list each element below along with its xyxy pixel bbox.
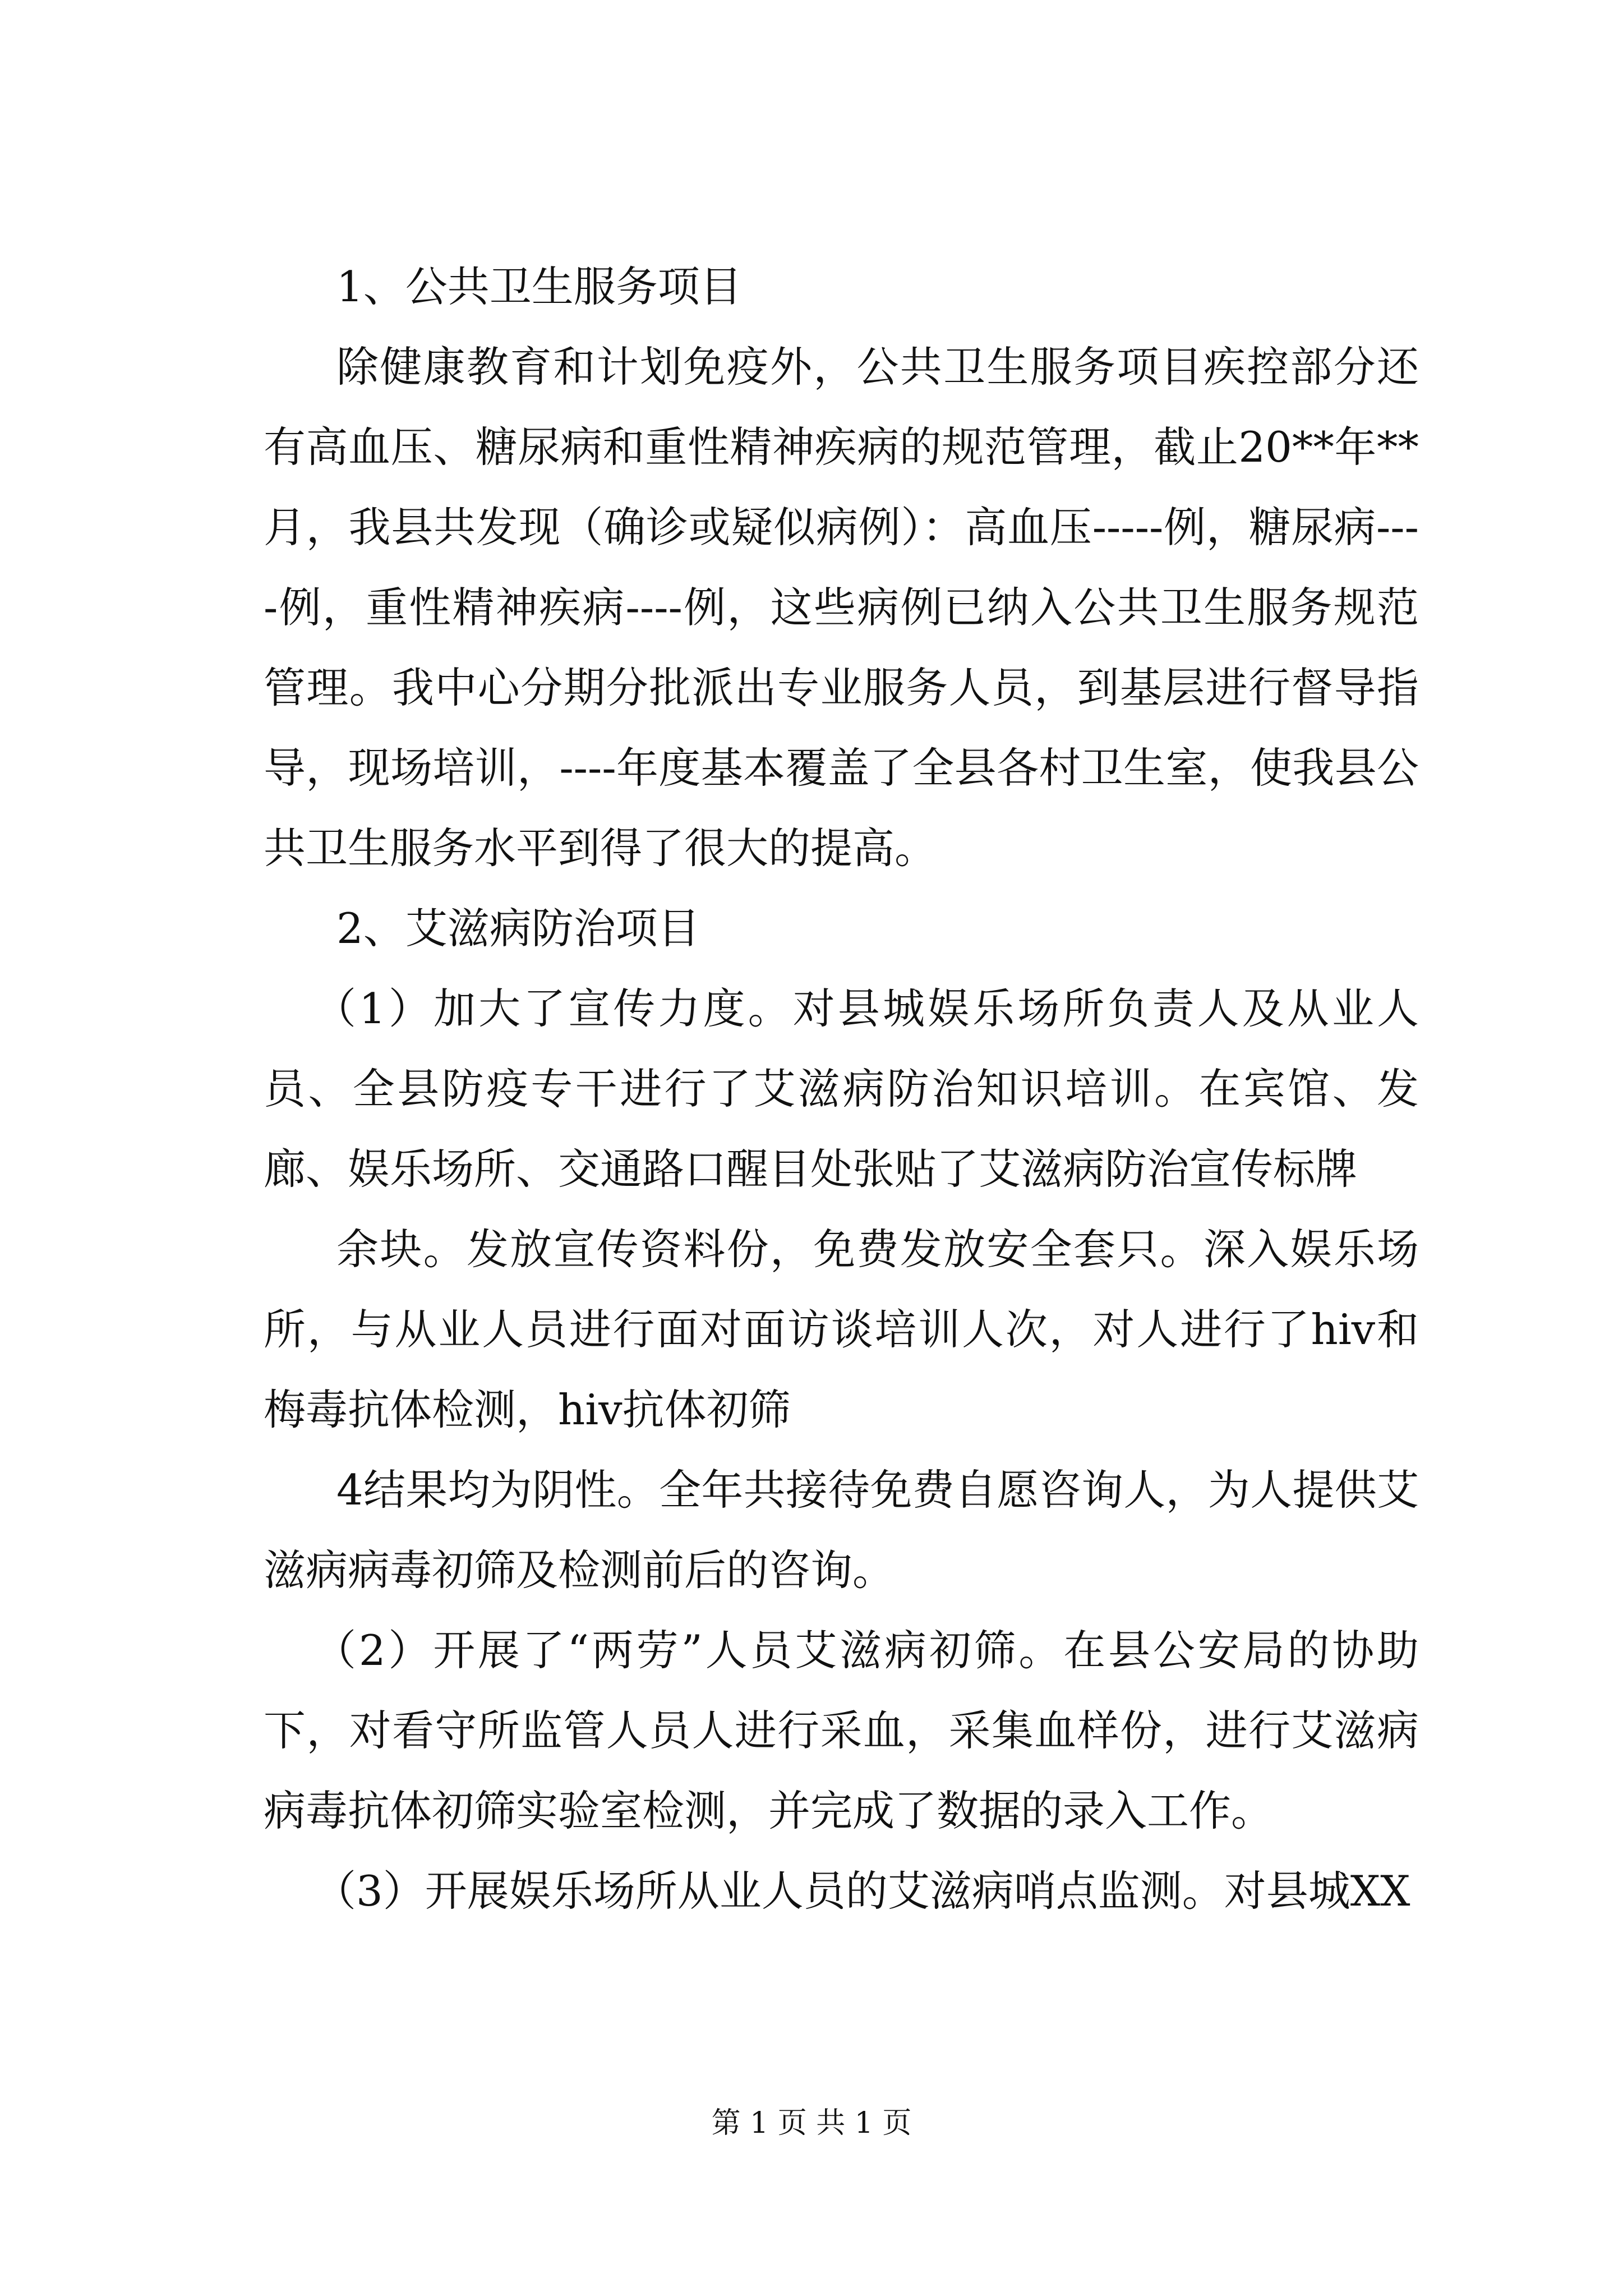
paragraph-results-consultation: 4结果均为阴性。全年共接待免费自愿咨询人，为人提供艾滋病病毒初筛及检测前后的咨询。: [264, 1465, 1419, 1595]
paragraph-detention-screening: （2）开展了“两劳”人员艾滋病初筛。在县公安局的协助下，对看守所监管人员人进行采血，采集血样份，进行艾滋病病毒抗体初筛实验室检测，并完成了数据的录入工作。: [264, 1626, 1419, 1835]
section-heading-public-health: 1、公共卫生服务项目: [336, 262, 742, 311]
paragraph-materials-testing: 余块。发放宣传资料份，免费发放安全套只。深入娱乐场所，与从业人员进行面对面访谈培训人次，对人进行了hiv和梅毒抗体检测，hiv抗体初筛: [264, 1225, 1419, 1434]
paragraph-publicity: （1）加大了宣传力度。对县城娱乐场所负责人及从业人员、全县防疫专干进行了艾滋病防治知识培训。在宾馆、发廊、娱乐场所、交通路口醒目处张贴了艾滋病防治宣传标牌: [264, 984, 1419, 1194]
section-heading-aids-prevention: 2、艾滋病防治项目: [336, 904, 700, 953]
paragraph-sentinel-surveillance: （3）开展娱乐场所从业人员的艾滋病哨点监测。对县城XX: [314, 1866, 1410, 1916]
page-footer: 第 1 页 共 1 页: [711, 2106, 912, 2140]
paragraph-public-health: 除健康教育和计划免疫外，公共卫生服务项目疾控部分还有高血压、糖尿病和重性精神疾病的规范管理，截止20**年**月，我县共发现（确诊或疑似病例）：高血压-----例，糖尿病----例，重性精神疾病----例，这些病例已纳入公共卫生服务规范管理。我中心分期分批派出专业服务人员，到基层进行督导指导，现场培训，----年度基本覆盖了全县各村卫生室，使我县公共卫生服务水平到得了很大的提高。: [264, 342, 1419, 873]
document-body: [264, 247, 1419, 1931]
